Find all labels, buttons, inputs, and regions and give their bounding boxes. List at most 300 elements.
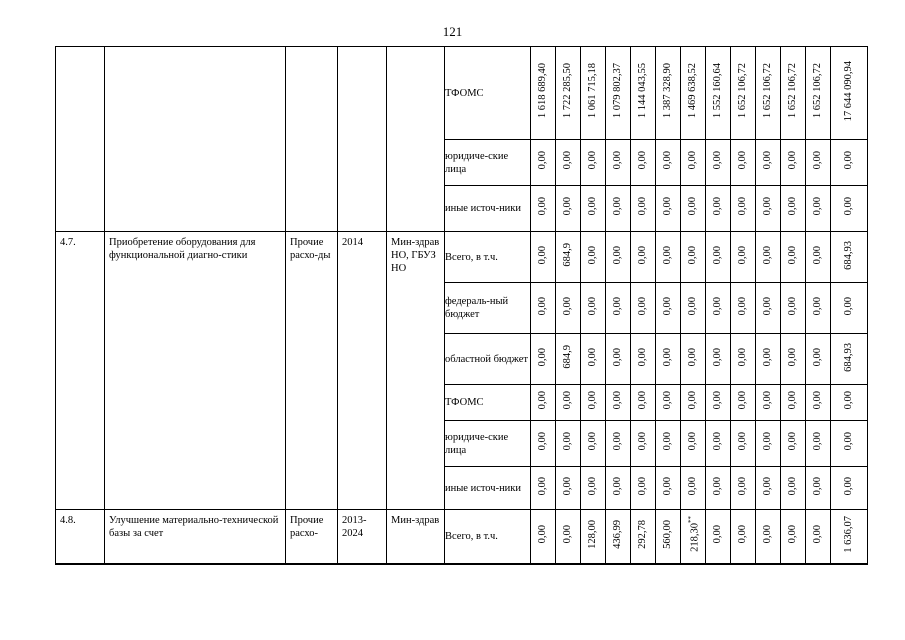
expense-type-text: Прочие расхо-ды xyxy=(290,237,331,261)
value-text: 0,00 xyxy=(637,296,648,316)
value-cell xyxy=(706,140,731,186)
value-text: 0,00 xyxy=(537,296,548,316)
funding-source: иные источ-ники xyxy=(445,186,531,232)
value-cell xyxy=(806,232,831,283)
value-text: 0,00 xyxy=(762,197,773,216)
value-cell xyxy=(631,510,656,564)
value-text: 0,00 xyxy=(787,525,798,544)
table-row xyxy=(56,510,868,564)
value-cell xyxy=(731,467,756,510)
value-cell xyxy=(806,421,831,467)
value-text: 0,00 xyxy=(812,151,823,170)
value-cell xyxy=(681,334,706,385)
empty-cell-text xyxy=(338,47,386,55)
value-cell xyxy=(756,283,781,334)
value-text: 292,78 xyxy=(637,519,648,549)
empty-cell-text xyxy=(105,47,285,55)
value-cell xyxy=(531,186,556,232)
value-cell xyxy=(606,283,631,334)
value-cell xyxy=(756,334,781,385)
value-cell xyxy=(606,421,631,467)
value-text: 0,00 xyxy=(712,432,723,451)
value-cell xyxy=(556,510,581,564)
value-cell xyxy=(756,232,781,283)
value-text: 684,9 xyxy=(562,243,573,267)
value-text: 0,00 xyxy=(762,476,773,496)
value-cell xyxy=(631,334,656,385)
value-text: 0,00 xyxy=(662,197,673,216)
value-text: 1 618 689,40 xyxy=(537,63,548,119)
value-text: 0,00 xyxy=(712,197,723,216)
value-cell xyxy=(531,283,556,334)
value-cell xyxy=(606,385,631,421)
value-cell xyxy=(706,510,731,564)
value-cell xyxy=(781,467,806,510)
value-cell xyxy=(556,186,581,232)
value-cell xyxy=(706,467,731,510)
expense-type xyxy=(286,232,338,510)
value-text: 0,00 xyxy=(562,391,573,410)
value-cell xyxy=(831,334,868,385)
funding-source: иные источ-ники xyxy=(445,467,531,510)
value-text: 0,00 xyxy=(843,476,854,496)
value-cell xyxy=(806,334,831,385)
value-cell xyxy=(606,186,631,232)
value-text: 0,00 xyxy=(762,391,773,410)
value-text: 1 636,07 xyxy=(843,515,854,553)
empty-cell-text xyxy=(56,47,104,55)
value-cell xyxy=(656,421,681,467)
value-text: 0,00 xyxy=(812,245,823,265)
value-cell xyxy=(581,232,606,283)
value-cell xyxy=(681,467,706,510)
value-text: 436,99 xyxy=(612,519,623,549)
value-cell xyxy=(756,47,781,140)
value-cell xyxy=(631,186,656,232)
empty-cell xyxy=(387,47,445,232)
value-cell xyxy=(706,232,731,283)
value-text: 0,00 xyxy=(612,197,623,216)
value-text: 0,00 xyxy=(612,391,623,410)
value-text: 0,00 xyxy=(787,197,798,216)
value-cell xyxy=(606,510,631,564)
value-cell xyxy=(706,385,731,421)
item-number xyxy=(56,232,105,510)
value-cell xyxy=(656,140,681,186)
empty-cell xyxy=(338,47,387,232)
value-cell xyxy=(731,47,756,140)
value-text: 0,00 xyxy=(637,245,648,265)
value-cell xyxy=(681,385,706,421)
value-cell xyxy=(581,421,606,467)
value-text: 0,00 xyxy=(737,296,748,316)
value-text: 0,00 xyxy=(762,525,773,544)
value-cell xyxy=(831,232,868,283)
value-cell xyxy=(631,232,656,283)
item-executor xyxy=(387,232,445,510)
value-cell xyxy=(781,385,806,421)
value-text: 0,00 xyxy=(737,476,748,496)
value-cell xyxy=(731,283,756,334)
value-text: 0,00 xyxy=(537,347,548,367)
value-text: 560,00 xyxy=(662,519,673,549)
value-cell xyxy=(731,510,756,564)
value-cell xyxy=(756,385,781,421)
value-text: 17 644 090,94 xyxy=(843,60,854,122)
value-text: 0,00 xyxy=(787,432,798,451)
value-cell xyxy=(556,140,581,186)
item-years xyxy=(338,232,387,510)
value-cell xyxy=(656,334,681,385)
funding-source: федераль-ный бюджет xyxy=(445,283,531,334)
value-text: 0,00 xyxy=(762,347,773,367)
value-cell xyxy=(631,140,656,186)
value-text: 0,00 xyxy=(612,151,623,170)
value-text: 0,00 xyxy=(687,391,698,410)
value-text: 0,00 xyxy=(637,151,648,170)
value-text: 0,00 xyxy=(687,476,698,496)
value-cell xyxy=(631,47,656,140)
value-cell xyxy=(656,47,681,140)
value-text: 0,00 xyxy=(537,245,548,265)
value-text: 0,00 xyxy=(812,525,823,544)
value-text: 0,00 xyxy=(612,245,623,265)
value-text: 0,00 xyxy=(843,432,854,451)
value-cell xyxy=(806,47,831,140)
value-cell xyxy=(581,186,606,232)
item-number-text: 4.8. xyxy=(60,515,76,526)
item-executor-text: Мин-здрав xyxy=(391,515,440,526)
value-text: 0,00 xyxy=(712,391,723,410)
value-cell xyxy=(631,467,656,510)
value-cell xyxy=(681,232,706,283)
item-name-text: Улучшение материально-технической базы за счет xyxy=(109,515,279,539)
value-text: 0,00 xyxy=(612,432,623,451)
value-text: 0,00 xyxy=(662,347,673,367)
value-cell xyxy=(631,385,656,421)
funding-source: Всего, в т.ч. xyxy=(445,510,531,564)
value-text: 0,00 xyxy=(562,476,573,496)
value-text: 0,00 xyxy=(843,151,854,170)
value-text: 0,00 xyxy=(812,347,823,367)
value-text: 0,00 xyxy=(843,391,854,410)
value-cell xyxy=(731,232,756,283)
value-cell xyxy=(581,140,606,186)
funding-source: областной бюджет xyxy=(445,334,531,385)
value-text: 0,00 xyxy=(737,525,748,544)
value-cell xyxy=(806,510,831,564)
value-cell xyxy=(556,47,581,140)
value-text: 0,00 xyxy=(587,245,598,265)
value-cell xyxy=(581,467,606,510)
empty-cell xyxy=(56,47,105,232)
value-cell xyxy=(631,283,656,334)
value-cell xyxy=(706,421,731,467)
value-text: 218,30** xyxy=(686,516,701,553)
value-text: 1 652 106,72 xyxy=(737,63,748,119)
value-text: 1 552 160,64 xyxy=(712,63,723,119)
value-cell xyxy=(656,283,681,334)
value-text: 1 469 638,52 xyxy=(687,63,698,119)
value-text: 0,00 xyxy=(762,245,773,265)
item-years-text: 2013-2024 xyxy=(342,515,367,539)
value-text: 0,00 xyxy=(843,296,854,316)
item-name xyxy=(105,510,286,564)
value-text: 684,93 xyxy=(843,342,854,372)
funding-source: юридиче-ские лица xyxy=(445,421,531,467)
value-cell xyxy=(656,510,681,564)
value-text: 0,00 xyxy=(662,476,673,496)
value-cell xyxy=(531,385,556,421)
value-text: 0,00 xyxy=(737,151,748,170)
value-cell xyxy=(781,510,806,564)
funding-source: ТФОМС xyxy=(445,47,531,140)
value-cell xyxy=(606,232,631,283)
value-text: 0,00 xyxy=(612,347,623,367)
value-text: 0,00 xyxy=(787,245,798,265)
empty-cell xyxy=(105,47,286,232)
value-text: 0,00 xyxy=(637,432,648,451)
value-text: 128,00 xyxy=(587,519,598,549)
value-text: 684,93 xyxy=(843,240,854,270)
value-text: 0,00 xyxy=(637,391,648,410)
value-text: 0,00 xyxy=(587,197,598,216)
value-text: 0,00 xyxy=(662,151,673,170)
item-executor-text: Мин-здрав НО, ГБУЗ НО xyxy=(391,237,440,274)
value-text: 0,00 xyxy=(562,296,573,316)
value-text: 0,00 xyxy=(687,197,698,216)
value-text: 0,00 xyxy=(662,391,673,410)
value-text: 0,00 xyxy=(712,347,723,367)
value-text: 0,00 xyxy=(562,197,573,216)
value-text: 0,00 xyxy=(787,347,798,367)
value-text: 0,00 xyxy=(537,432,548,451)
value-cell xyxy=(831,510,868,564)
value-cell xyxy=(656,186,681,232)
value-cell xyxy=(681,283,706,334)
value-text: 0,00 xyxy=(537,525,548,544)
value-text: 0,00 xyxy=(737,391,748,410)
item-years-text: 2014 xyxy=(342,237,363,248)
value-text: 0,00 xyxy=(587,432,598,451)
value-text: 1 144 043,55 xyxy=(637,63,648,119)
value-text: 0,00 xyxy=(612,296,623,316)
value-text: 0,00 xyxy=(762,296,773,316)
value-cell xyxy=(656,467,681,510)
value-text: 0,00 xyxy=(812,432,823,451)
value-cell xyxy=(581,334,606,385)
value-text: 0,00 xyxy=(712,245,723,265)
value-cell xyxy=(806,186,831,232)
value-cell xyxy=(831,385,868,421)
value-cell xyxy=(781,421,806,467)
value-text: 0,00 xyxy=(637,197,648,216)
page-number: 121 xyxy=(442,24,463,39)
value-text: 0,00 xyxy=(562,151,573,170)
value-cell xyxy=(606,47,631,140)
value-cell xyxy=(556,385,581,421)
value-text: 0,00 xyxy=(587,476,598,496)
funding-source: ТФОМС xyxy=(445,385,531,421)
budget-table xyxy=(55,46,868,565)
funding-source: юридиче-ские лица xyxy=(445,140,531,186)
value-text: 0,00 xyxy=(737,347,748,367)
value-text: 0,00 xyxy=(737,432,748,451)
value-text: 1 079 802,37 xyxy=(612,63,623,119)
value-text: 0,00 xyxy=(712,525,723,544)
value-text: 1 387 328,90 xyxy=(662,63,673,119)
value-cell xyxy=(606,467,631,510)
item-number xyxy=(56,510,105,564)
value-text: 1 652 106,72 xyxy=(762,63,773,119)
value-text: 1 652 106,72 xyxy=(787,63,798,119)
item-number-text: 4.7. xyxy=(60,237,76,248)
expense-type-text: Прочие расхо- xyxy=(290,515,324,539)
value-cell xyxy=(581,385,606,421)
value-cell xyxy=(556,283,581,334)
value-cell xyxy=(531,334,556,385)
value-cell xyxy=(681,47,706,140)
value-cell xyxy=(831,140,868,186)
value-text: 0,00 xyxy=(812,391,823,410)
item-years xyxy=(338,510,387,564)
value-text: 0,00 xyxy=(537,197,548,216)
value-text: 0,00 xyxy=(562,432,573,451)
value-text: 0,00 xyxy=(787,151,798,170)
value-cell xyxy=(581,283,606,334)
value-text: 0,00 xyxy=(737,197,748,216)
value-cell xyxy=(581,47,606,140)
value-text: 0,00 xyxy=(787,391,798,410)
funding-source: Всего, в т.ч. xyxy=(445,232,531,283)
value-cell xyxy=(756,467,781,510)
value-cell xyxy=(656,385,681,421)
value-cell xyxy=(556,467,581,510)
value-text: 0,00 xyxy=(637,476,648,496)
value-cell xyxy=(706,47,731,140)
value-text: 0,00 xyxy=(843,197,854,216)
value-cell xyxy=(606,334,631,385)
value-text: 0,00 xyxy=(612,476,623,496)
value-cell xyxy=(531,140,556,186)
value-cell xyxy=(531,510,556,564)
value-text: 0,00 xyxy=(712,476,723,496)
value-text: 0,00 xyxy=(812,476,823,496)
value-cell xyxy=(781,186,806,232)
value-cell xyxy=(681,421,706,467)
value-text: 0,00 xyxy=(687,432,698,451)
item-executor xyxy=(387,510,445,564)
table-row xyxy=(56,232,868,283)
value-cell xyxy=(706,334,731,385)
value-cell xyxy=(556,421,581,467)
value-text: 0,00 xyxy=(662,245,673,265)
value-text: 0,00 xyxy=(787,296,798,316)
value-text: 0,00 xyxy=(812,296,823,316)
value-text: 0,00 xyxy=(587,296,598,316)
value-text: 0,00 xyxy=(812,197,823,216)
value-cell xyxy=(806,283,831,334)
empty-cell xyxy=(286,47,338,232)
value-cell xyxy=(531,47,556,140)
value-cell xyxy=(531,467,556,510)
value-text: 0,00 xyxy=(762,432,773,451)
value-cell xyxy=(831,467,868,510)
value-cell xyxy=(681,186,706,232)
value-text: 1 722 285,50 xyxy=(562,63,573,119)
value-text: 0,00 xyxy=(537,151,548,170)
value-text: 0,00 xyxy=(687,151,698,170)
value-text: 0,00 xyxy=(762,151,773,170)
value-cell xyxy=(706,186,731,232)
value-text: 0,00 xyxy=(537,476,548,496)
table-row xyxy=(56,47,868,140)
value-cell xyxy=(806,467,831,510)
value-text: 0,00 xyxy=(687,245,698,265)
value-text: 0,00 xyxy=(587,151,598,170)
value-cell xyxy=(781,47,806,140)
value-cell xyxy=(781,232,806,283)
value-cell xyxy=(556,334,581,385)
empty-cell-text xyxy=(387,47,444,55)
value-text: 0,00 xyxy=(662,432,673,451)
value-cell xyxy=(531,421,556,467)
value-cell xyxy=(656,232,681,283)
value-cell xyxy=(831,47,868,140)
empty-cell-text xyxy=(286,47,337,55)
value-cell xyxy=(681,510,706,564)
value-text: 0,00 xyxy=(562,525,573,544)
value-cell xyxy=(531,232,556,283)
value-cell xyxy=(831,283,868,334)
value-cell xyxy=(731,334,756,385)
value-text: 0,00 xyxy=(687,296,698,316)
value-text: 684,9 xyxy=(562,345,573,369)
value-cell xyxy=(706,283,731,334)
value-cell xyxy=(831,186,868,232)
value-text: 0,00 xyxy=(712,296,723,316)
value-text: 0,00 xyxy=(537,391,548,410)
value-cell xyxy=(731,186,756,232)
value-cell xyxy=(631,421,656,467)
value-cell xyxy=(606,140,631,186)
value-cell xyxy=(731,385,756,421)
value-cell xyxy=(756,186,781,232)
value-cell xyxy=(806,385,831,421)
footnote-mark: ** xyxy=(686,516,695,524)
value-cell xyxy=(681,140,706,186)
value-text: 1 652 106,72 xyxy=(812,63,823,119)
value-text: 0,00 xyxy=(737,245,748,265)
value-cell xyxy=(781,334,806,385)
value-text: 0,00 xyxy=(787,476,798,496)
item-name xyxy=(105,232,286,510)
value-cell xyxy=(831,421,868,467)
value-cell xyxy=(781,283,806,334)
value-cell xyxy=(731,140,756,186)
value-text: 0,00 xyxy=(712,151,723,170)
value-text: 0,00 xyxy=(587,347,598,367)
value-text: 0,00 xyxy=(662,296,673,316)
value-cell xyxy=(756,421,781,467)
expense-type xyxy=(286,510,338,564)
value-cell xyxy=(756,510,781,564)
value-cell xyxy=(806,140,831,186)
value-cell xyxy=(781,140,806,186)
item-name-text: Приобретение оборудования для функциональной диагно-стики xyxy=(109,237,256,261)
value-cell xyxy=(556,232,581,283)
value-text: 0,00 xyxy=(687,347,698,367)
